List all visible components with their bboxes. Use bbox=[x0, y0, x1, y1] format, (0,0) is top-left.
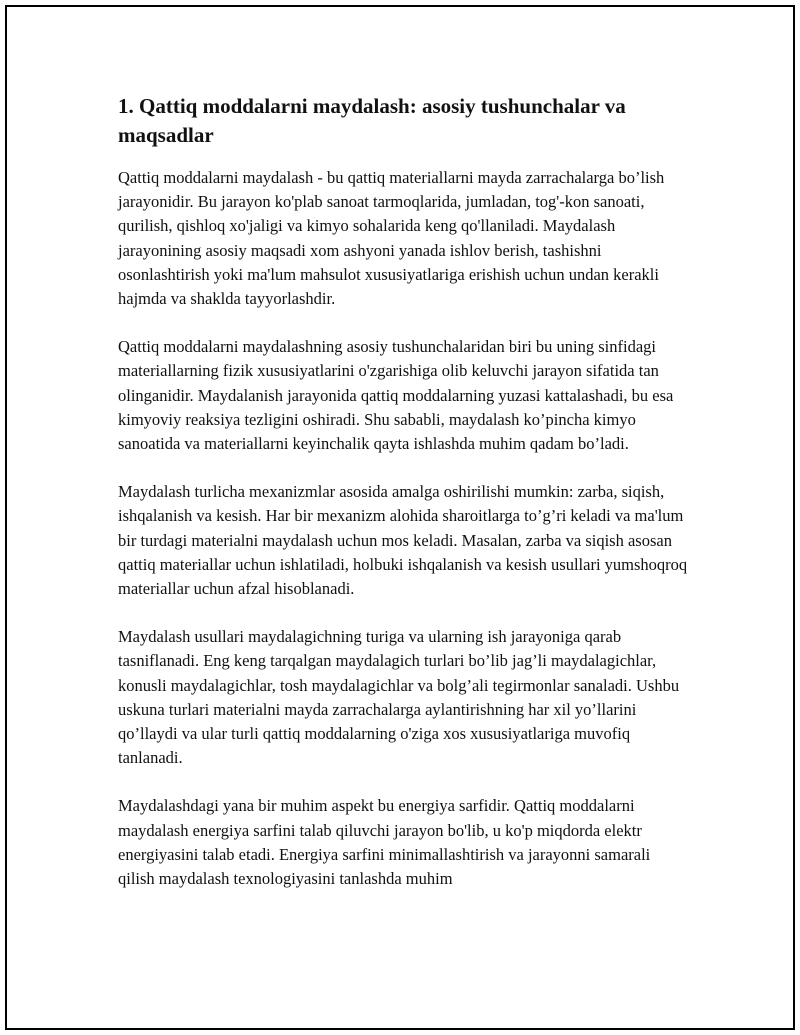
paragraph-2: Qattiq moddalarni maydalashning asosiy tushunchalaridan biri bu uning sinfidagi materiallarning fizik xususiyatlarini o'zgarishiga olib keluvchi jarayon sifatida tan olinganidir. Maydalanish jarayonida qattiq moddalarning yuzasi kattalashadi, bu esa kimyoviy reaksiya tezligini oshiradi. Shu sababli, maydalash ko’pincha kimyo sanoatida va materiallarni keyinchalik qayta ishlashda muhim qadam bo’ladi. bbox=[118, 337, 674, 454]
paragraph-1: Qattiq moddalarni maydalash - bu qattiq materiallarni mayda zarrachalarga bo’lish jarayonidir. Bu jarayon ko'plab sanoat tarmoqlarida, jumladan, tog'-kon sanoati, qurilish, qishloq xo'jaligi va kimyo sohalarida keng qo'llaniladi. Maydalash jarayonining asosiy maqsadi xom ashyoni yanada ishlov berish, tashishni osonlashtirish yoki ma'lum mahsulot xususiyatlariga erishish uchun undan kerakli hajmda va shaklda tayyorlashdir. bbox=[118, 168, 665, 309]
document-body bbox=[118, 92, 688, 915]
paragraph-4: Maydalash usullari maydalagichning turiga va ularning ish jarayoniga qarab tasniflanadi. Eng keng tarqalgan maydalagich turlari bo’lib jag’li maydalagichlar, konusli maydalagichlar, tosh maydalagichlar va bolg’ali tegirmonlar sanaladi. Ushbu uskuna turlari materialni mayda zarrachalarga aylantirishning har xil yo’llarini qo’llaydi va ular turli qattiq moddalarning o'ziga xos xususiyatlariga muvofiq tanlanadi. bbox=[118, 627, 680, 768]
paragraph-5: Maydalashdagi yana bir muhim aspekt bu energiya sarfidir. Qattiq moddalarni maydalash energiya sarfini talab qiluvchi jarayon bo'lib, u ko'p miqdorda elektr energiyasini talab etadi. Energiya sarfini minimallashtirish va jarayonni samarali qilish maydalash texnologiyasini tanlashda muhim bbox=[118, 796, 651, 889]
section-heading: 1. Qattiq moddalarni maydalash: asosiy tushunchalar va maqsadlar bbox=[118, 94, 626, 147]
paragraph-3: Maydalash turlicha mexanizmlar asosida amalga oshirilishi mumkin: zarba, siqish, ishqalanish va kesish. Har bir mexanizm alohida sharoitlarga to’g’ri keladi va ma'lum bir turdagi materialni maydalash uchun mos keladi. Masalan, zarba va siqish asosan qattiq materiallar uchun ishlatiladi, holbuki ishqalanish va kesish usullari yumshoqroq materiallar uchun afzal hisoblanadi. bbox=[118, 482, 688, 599]
